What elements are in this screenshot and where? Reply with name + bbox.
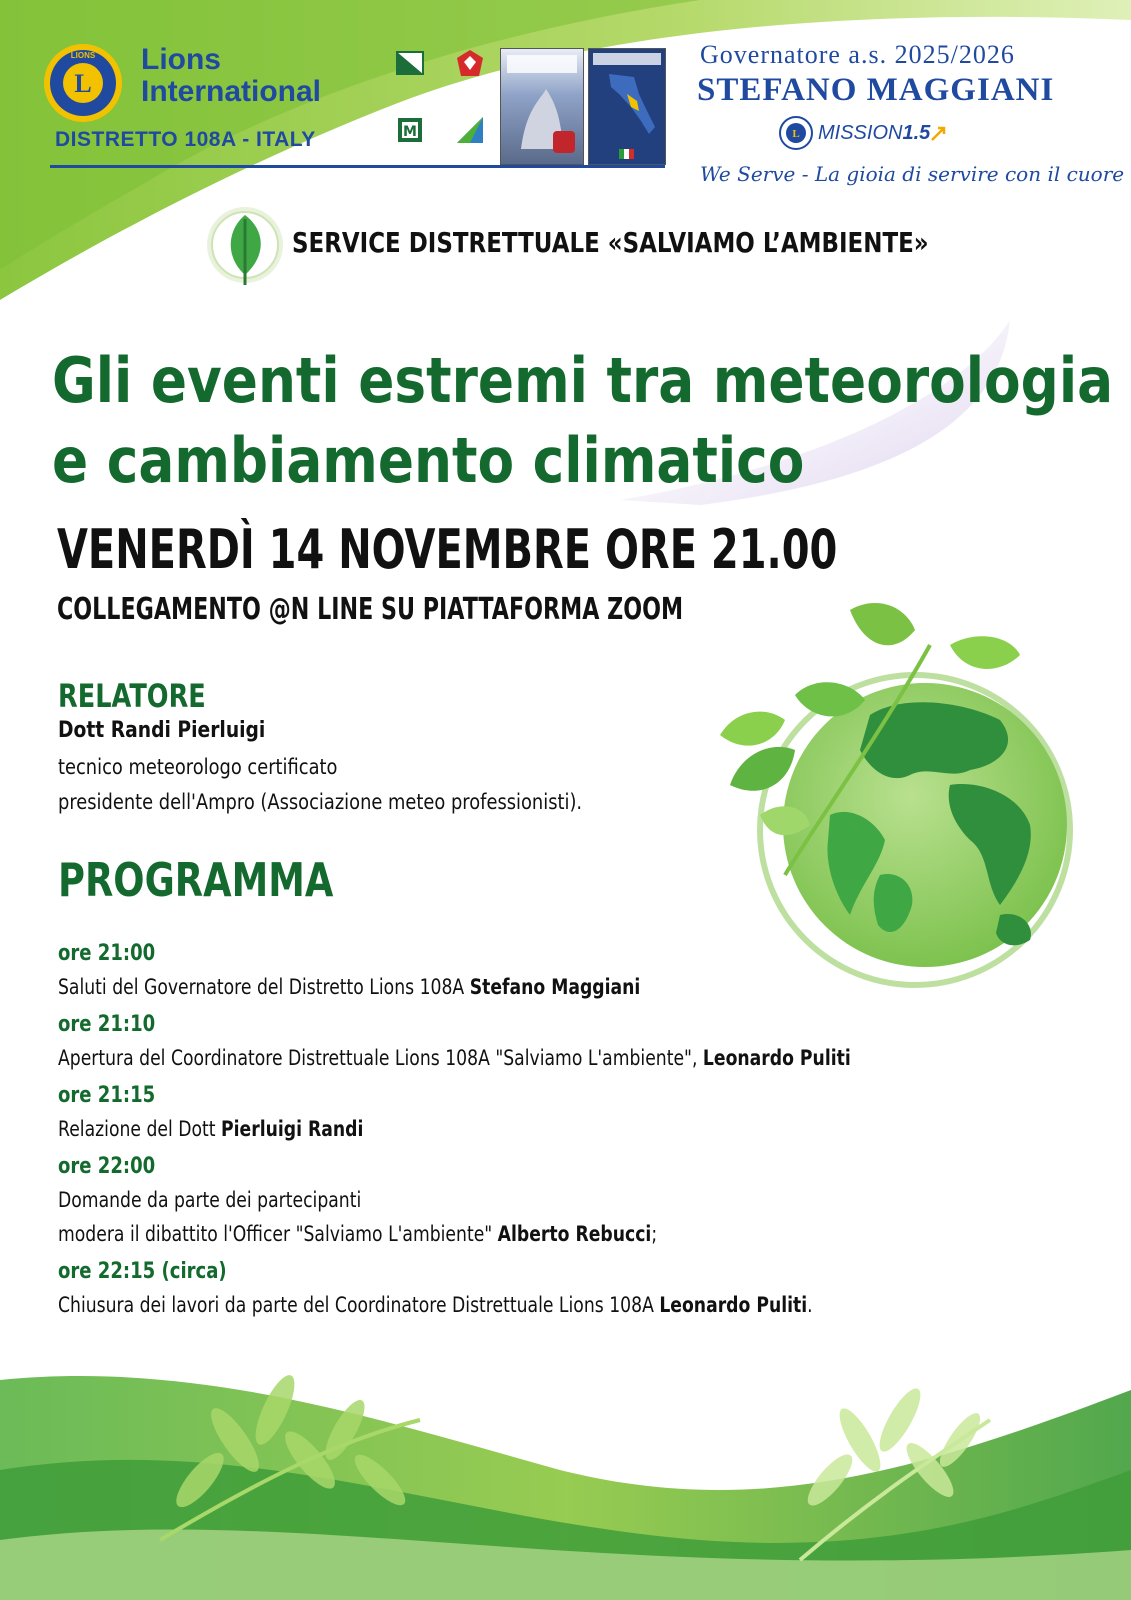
event-connection: COLLEGAMENTO @N LINE SU PIATTAFORMA ZOOM xyxy=(57,592,684,627)
program-text: Relazione del Dott xyxy=(58,1117,222,1141)
event-poster-thumbnail xyxy=(500,48,584,165)
region-flag-marche-icon xyxy=(455,48,485,78)
motto: We Serve - La gioia di servire con il cuore xyxy=(700,162,1125,186)
lions-logo xyxy=(42,42,124,124)
event-date: VENERDÌ 14 NOVEMBRE ORE 21.00 xyxy=(57,518,838,581)
program-text: Domande da parte dei partecipanti xyxy=(58,1188,362,1212)
program-time: ore 22:00 xyxy=(58,1154,156,1179)
leaf-badge-icon xyxy=(205,205,285,285)
lions-small-emblem-icon xyxy=(778,115,814,151)
governor-name: STEFANO MAGGIANI xyxy=(697,72,1055,108)
program-item xyxy=(58,1151,1131,1251)
svg-text:LIONS: LIONS xyxy=(70,51,96,60)
svg-text:L: L xyxy=(792,128,800,140)
program-item xyxy=(58,938,1131,1004)
program-text: Chiusura dei lavori da parte del Coordinatore Distrettuale Lions 108A xyxy=(58,1293,660,1317)
program-description xyxy=(58,1183,1124,1217)
governor-label: Governatore a.s. 2025/2026 xyxy=(700,40,1015,69)
district-label: DISTRETTO 108A - ITALY xyxy=(55,128,316,151)
program-text: modera il dibattito l'Officer "Salviamo L'ambiente" xyxy=(58,1222,498,1246)
program-description xyxy=(58,1288,1124,1322)
mission-badge xyxy=(778,116,948,150)
speaker-role-1: tecnico meteorologo certificato xyxy=(58,755,338,779)
program-time: ore 21:10 xyxy=(58,1012,156,1037)
org-name-line2: International xyxy=(141,75,322,108)
program-heading: PROGRAMMA xyxy=(58,853,334,907)
lions-emblem-icon xyxy=(42,42,124,124)
program-description xyxy=(58,1217,1124,1251)
mission-number: 1.5 xyxy=(902,121,931,144)
region-flag-abruzzo-icon xyxy=(455,115,485,145)
program-person: Alberto Rebucci xyxy=(497,1222,652,1246)
program-list xyxy=(58,938,1131,1327)
region-flag-emilia-icon xyxy=(395,50,425,76)
service-title: SERVICE DISTRETTUALE «SALVIAMO L’AMBIENTE» xyxy=(292,226,929,259)
program-time: ore 21:00 xyxy=(58,941,156,966)
program-tail: . xyxy=(807,1293,813,1317)
svg-text:M: M xyxy=(403,124,417,140)
program-tail: ; xyxy=(651,1222,658,1246)
speaker-role-2: presidente dell'Ampro (Associazione meteo professionisti). xyxy=(58,790,583,814)
event-title-line1: Gli eventi estremi tra meteorologia xyxy=(52,344,1114,417)
program-description xyxy=(58,1041,1124,1075)
region-flag-molise-icon xyxy=(395,115,425,145)
program-time: ore 21:15 xyxy=(58,1083,156,1108)
program-time: ore 22:15 (circa) xyxy=(58,1259,227,1284)
italy-map-thumbnail xyxy=(588,48,666,165)
svg-text:L: L xyxy=(74,69,92,98)
program-person: Leonardo Puliti xyxy=(659,1293,808,1317)
program-item xyxy=(58,1080,1131,1146)
program-description xyxy=(58,970,1124,1004)
program-person: Stefano Maggiani xyxy=(469,975,641,999)
speaker-name: Dott Randi Pierluigi xyxy=(58,718,266,743)
event-title-line2: e cambiamento climatico xyxy=(52,424,805,497)
program-item xyxy=(58,1009,1131,1075)
program-text: Saluti del Governatore del Distretto Lions 108A xyxy=(58,975,470,999)
program-person: Leonardo Puliti xyxy=(702,1046,851,1070)
org-name-line1: Lions xyxy=(141,43,221,76)
program-text: Apertura del Coordinatore Distrettuale Lions 108A "Salviamo L'ambiente", xyxy=(58,1046,703,1070)
mission-prefix: MISSION xyxy=(818,121,903,144)
arrow-up-icon xyxy=(930,124,948,142)
speaker-heading: RELATORE xyxy=(58,677,206,715)
program-person: Pierluigi Randi xyxy=(221,1117,364,1141)
program-item xyxy=(58,1256,1131,1322)
program-description xyxy=(58,1112,1124,1146)
